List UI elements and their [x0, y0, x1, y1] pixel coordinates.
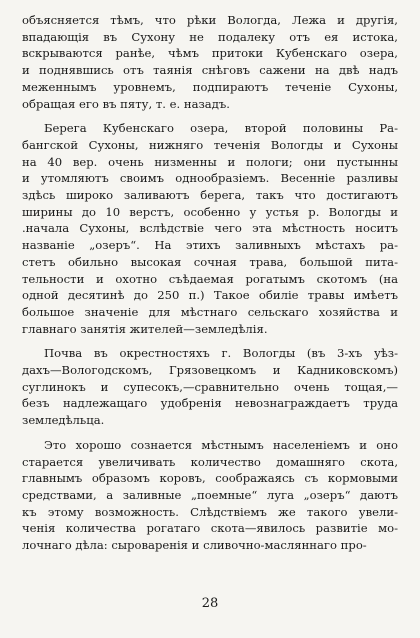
text-line: суглинокъ и супесокъ,—сравнительно очень тощая,— [22, 379, 398, 394]
text-body [22, 12, 398, 554]
text-line: объясняется тѣмъ, что рѣки Вологда, Лежа и другія, [22, 13, 398, 27]
text-line: Берега Кубенскаго озера, второй половины Ра- [44, 121, 398, 136]
text-line: Почва въ окрестностяхъ г. Вологды (въ 3-хъ уѣз- [44, 346, 398, 361]
text-line: старается увеличивать количество домашняго скота, [22, 454, 398, 469]
text-line: и поднявшись отъ таянія снѣговъ сажени на двѣ надъ [22, 63, 398, 78]
text-line: названіе „озеръ“. На этихъ заливныхъ мѣстахъ ра- [22, 238, 398, 253]
text-line: вскрываются ранѣе, чѣмъ притоки Кубенскаго озера, [22, 46, 398, 61]
text-line: безъ надлежащаго удобренія невознаграждаетъ труда [22, 396, 398, 411]
text-line: обращая его въ пяту, т. е. назадъ. [22, 96, 230, 111]
text-line: впадающія въ Сухону не подалеку отъ ея истока, [22, 29, 398, 44]
text-line: земледѣльца. [22, 413, 105, 428]
text-line: и утомляютъ своимъ однообразіемъ. Весеннiе разливы [22, 171, 398, 186]
text-line: главнаго занятія жителей—земледѣлія. [22, 321, 268, 336]
paragraph-gap [22, 337, 398, 345]
text-line: лочнаго дѣла: сыроваренія и сливочно-масляннаго про- [22, 538, 367, 553]
text-line: большое значеніе для мѣстнаго сельскаго хозяйства и [22, 304, 398, 319]
text-line: меженнымъ уровнемъ, подпираютъ теченіе Сухоны, [22, 79, 398, 94]
paragraph-gap [22, 112, 398, 120]
text-line: ченія количества рогатаго скота—явилось развитіе мо- [22, 521, 398, 536]
text-line: тельности и охотно съѣдаемая рогатымъ скотомъ (на [22, 271, 398, 286]
text-line: на 40 вер. очень низменны и пологи; они пустынны [22, 154, 398, 169]
text-line: средствами, а заливные „поемные“ луга „озеръ“ даютъ [22, 487, 398, 502]
text-line: главнымъ образомъ коровъ, соображаясь съ кормовыми [22, 471, 398, 486]
text-line: здѣсь широко заливаютъ берега, такъ что достигаютъ [22, 188, 398, 203]
text-line: къ этому возможность. Слѣдствіемъ же такого увели- [22, 504, 398, 519]
paragraph [22, 12, 398, 112]
text-line: одной десятинѣ до 250 п.) Такое обиліе травы имѣетъ [22, 288, 398, 303]
text-line: дахъ—Вологодскомъ, Грязовецкомъ и Кадниковскомъ) [22, 363, 398, 378]
paragraph [22, 437, 398, 554]
paragraph-gap [22, 429, 398, 437]
text-line: Это хорошо сознается мѣстнымъ населеніемъ и оно [44, 437, 398, 452]
page-number: 28 [201, 596, 219, 611]
paragraph [22, 120, 398, 337]
text-line: бангской Сухоны, нижняго теченія Вологды и Сухоны [22, 137, 398, 152]
text-line: .начала Сухоны, вслѣдствіе чего эта мѣстность носитъ [22, 221, 398, 236]
text-line: ширины до 10 верстъ, особенно у устья р. Вологды и [22, 204, 398, 219]
paragraph [22, 345, 398, 429]
text-line: стетъ обильно высокая сочная трава, большой пита- [22, 254, 398, 269]
